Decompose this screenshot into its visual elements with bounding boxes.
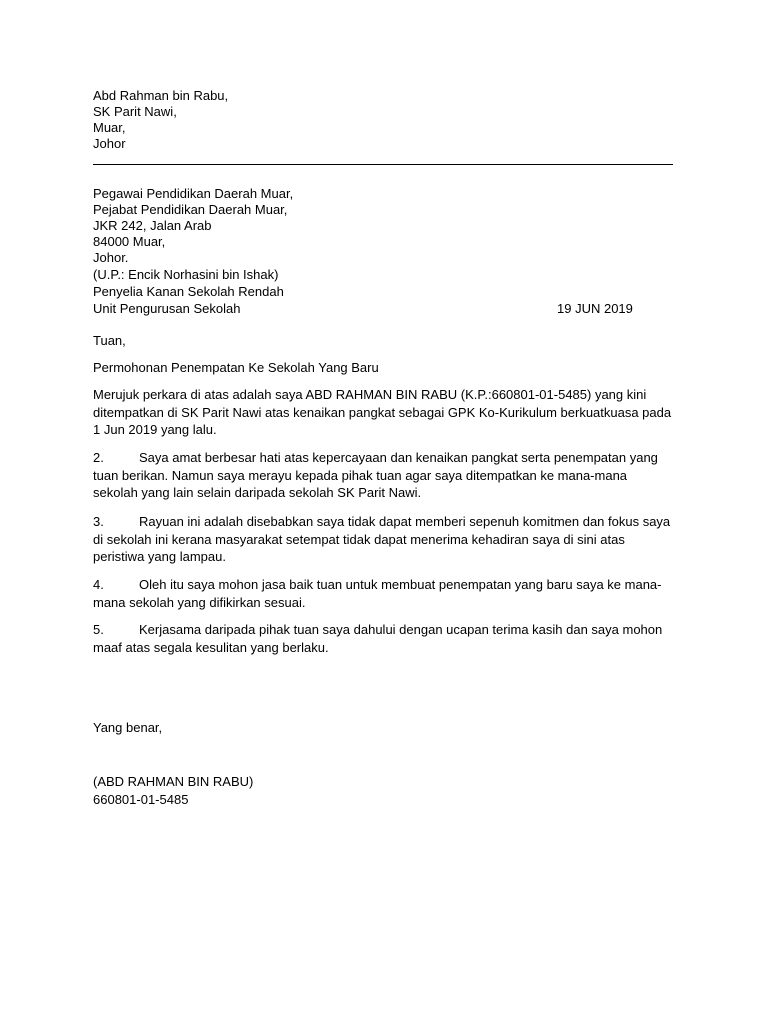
paragraph-5-number: 5. <box>93 622 104 637</box>
sender-school: SK Parit Nawi, <box>93 104 177 119</box>
paragraph-intro: Merujuk perkara di atas adalah saya ABD RAHMAN BIN RABU (K.P.:660801-01-5485) yang kini ditempatkan di SK Parit Nawi atas kenaikan pangkat sebagai GPK Ko-Kurikulum berkuatkuasa pada 1 Jun 2019 yang lalu. <box>93 387 672 437</box>
signature-name: (ABD RAHMAN BIN RABU) <box>93 774 254 789</box>
paragraph-3-number: 3. <box>93 514 104 529</box>
header-divider <box>93 164 673 165</box>
signature-ic: 660801-01-5485 <box>93 792 189 807</box>
recipient-unit: Unit Pengurusan Sekolah <box>93 301 241 316</box>
paragraph-2-number: 2. <box>93 450 104 465</box>
paragraph-4 <box>93 576 673 611</box>
recipient-attention: (U.P.: Encik Norhasini bin Ishak) <box>93 267 279 282</box>
paragraph-5-text: Kerjasama daripada pihak tuan saya dahului dengan ucapan terima kasih dan saya mohon maaf atas segala kesulitan yang berlaku. <box>93 622 663 655</box>
subject-line: Permohonan Penempatan Ke Sekolah Yang Baru <box>93 360 379 375</box>
letter-date: 19 JUN 2019 <box>557 301 633 316</box>
recipient-line-3: JKR 242, Jalan Arab <box>93 218 212 233</box>
sender-town: Muar, <box>93 120 126 135</box>
sender-state: Johor <box>93 136 126 151</box>
salutation: Tuan, <box>93 333 126 348</box>
paragraph-4-text: Oleh itu saya mohon jasa baik tuan untuk membuat penempatan yang baru saya ke mana-mana sekolah yang difikirkan sesuai. <box>93 577 662 610</box>
paragraph-3 <box>93 513 673 566</box>
closing: Yang benar, <box>93 720 163 735</box>
paragraph-2 <box>93 449 673 502</box>
paragraph-5 <box>93 621 673 656</box>
recipient-line-2: Pejabat Pendidikan Daerah Muar, <box>93 202 288 217</box>
recipient-position: Penyelia Kanan Sekolah Rendah <box>93 284 284 299</box>
sender-name: Abd Rahman bin Rabu, <box>93 88 229 103</box>
paragraph-4-number: 4. <box>93 577 104 592</box>
recipient-line-4: 84000 Muar, <box>93 234 166 249</box>
recipient-line-1: Pegawai Pendidikan Daerah Muar, <box>93 186 294 201</box>
paragraph-2-text: Saya amat berbesar hati atas kepercayaan dan kenaikan pangkat serta penempatan yang tuan berikan. Namun saya merayu kepada pihak tuan agar saya ditempatkan ke mana-mana sekolah yang lain selain daripada sekolah SK Parit Nawi. <box>93 450 658 500</box>
paragraph-3-text: Rayuan ini adalah disebabkan saya tidak dapat memberi sepenuh komitmen dan fokus saya di sekolah ini kerana masyarakat setempat tidak dapat menerima kehadiran saya di sini atas peristiwa yang lampau. <box>93 514 671 564</box>
recipient-line-5: Johor. <box>93 250 129 265</box>
